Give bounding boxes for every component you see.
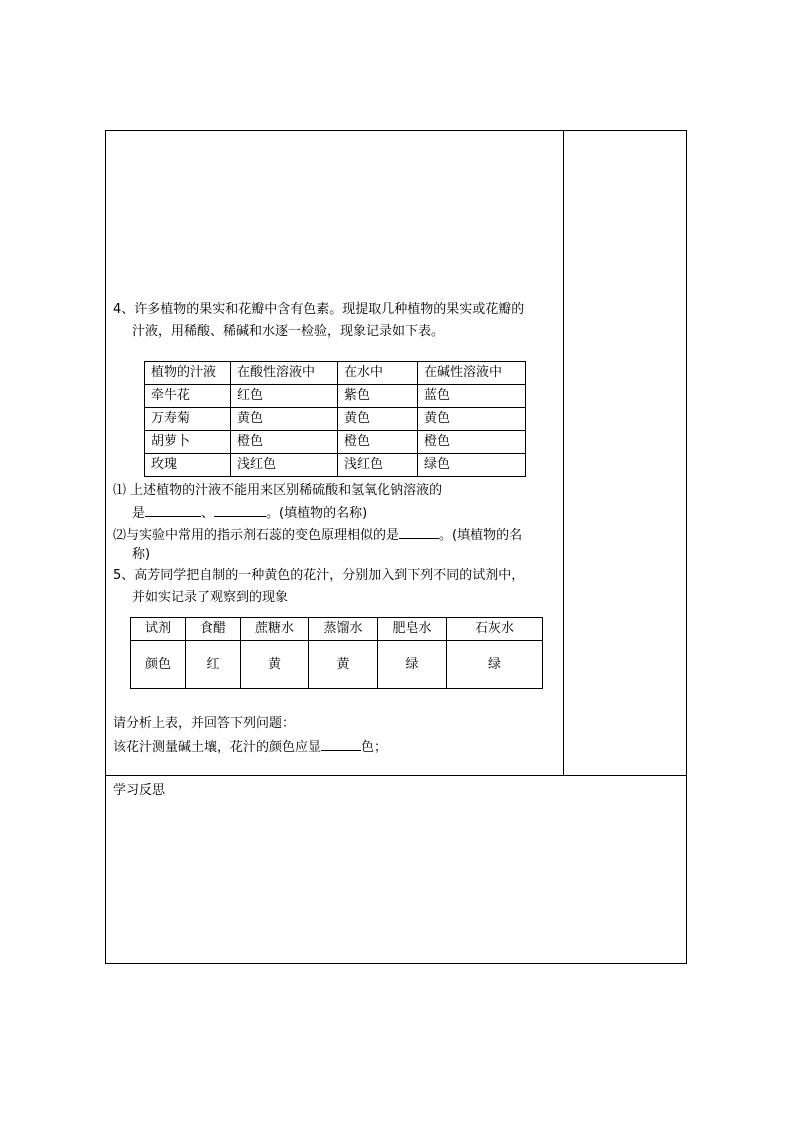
table-cell: 浅红色 [231,454,338,477]
q4-sub1-sep: 、 [201,506,215,521]
table-cell: 橙色 [231,431,338,454]
table-cell: 红色 [231,385,338,408]
table-cell: 黄色 [418,408,526,431]
answer-blank[interactable] [321,737,361,751]
table-cell: 胡萝卜 [145,431,231,454]
q5-question [113,737,387,757]
q4-sub2-suffix: 。(填植物的名 [439,528,523,543]
table-row [145,454,526,477]
table-header-cell: 肥皂水 [378,618,447,641]
table-header-cell: 石灰水 [447,618,543,641]
table-cell: 绿 [447,641,543,689]
q4-sub2-line2: 称) [132,547,151,562]
table-cell: 橙色 [338,431,418,454]
answer-blank[interactable] [399,525,439,539]
table-cell: 橙色 [418,431,526,454]
q5-question-suffix: 色； [361,740,388,755]
table-header-cell: 蔗糖水 [241,618,309,641]
worksheet-frame [105,130,687,964]
q5-question-prefix: 该花汁测量碱土壤，花汁的颜色应显 [113,740,322,755]
table-row [145,385,526,408]
table-cell: 黄色 [231,408,338,431]
table-header-cell: 植物的汁液 [145,362,231,385]
q4-sub1-line2 [132,503,367,523]
table-header-cell: 在碱性溶液中 [418,362,526,385]
table-header-row [145,362,526,385]
table-cell: 玫瑰 [145,454,231,477]
table-cell: 牵牛花 [145,385,231,408]
table-cell: 浅红色 [338,454,418,477]
table-cell: 黄色 [338,408,418,431]
q4-sub1-prefix: 是 [132,506,146,521]
q4-line2: 汁液，用稀酸、稀碱和水逐一检验，现象记录如下表。 [132,324,445,339]
q5-analysis: 请分析上表，并回答下列问题： [113,716,296,731]
table-cell: 黄 [309,641,378,689]
table-cell: 颜色 [131,641,186,689]
column-divider [563,130,564,776]
table-header-cell: 食醋 [186,618,241,641]
table-row [131,641,543,689]
plant-juice-table [144,361,526,477]
table-cell: 万寿菊 [145,408,231,431]
table-header-cell: 试剂 [131,618,186,641]
table-header-cell: 蒸馏水 [309,618,378,641]
table-cell: 绿色 [418,454,526,477]
q4-line1: 4、许多植物的果实和花瓣中含有色素。现提取几种植物的果实或花瓣的 [113,302,525,317]
table-cell: 黄 [241,641,309,689]
q4-sub2-line1 [113,525,522,545]
table-header-cell: 在水中 [338,362,418,385]
flower-juice-table [130,617,543,689]
table-header-row [131,618,543,641]
reflection-title: 学习反思 [113,783,166,798]
table-cell: 绿 [378,641,447,689]
table-header-cell: 在酸性溶液中 [231,362,338,385]
answer-blank[interactable] [214,503,266,517]
table-cell: 紫色 [338,385,418,408]
section-divider [105,775,687,776]
q4-sub1-line1: ⑴ 上述植物的汁液不能用来区别稀硫酸和氢氧化钠溶液的 [113,483,443,498]
table-row [145,431,526,454]
answer-blank[interactable] [145,503,201,517]
q5-line1: 5、高芳同学把自制的一种黄色的花汁，分别加入到下列不同的试剂中， [113,568,525,583]
table-cell: 蓝色 [418,385,526,408]
table-row [145,408,526,431]
q4-sub1-suffix: 。(填植物的名称) [266,506,368,521]
table-cell: 红 [186,641,241,689]
q4-sub2-prefix: ⑵与实验中常用的指示剂石蕊的变色原理相似的是 [113,528,400,543]
q5-line2: 并如实记录了观察到的现象 [132,590,289,605]
